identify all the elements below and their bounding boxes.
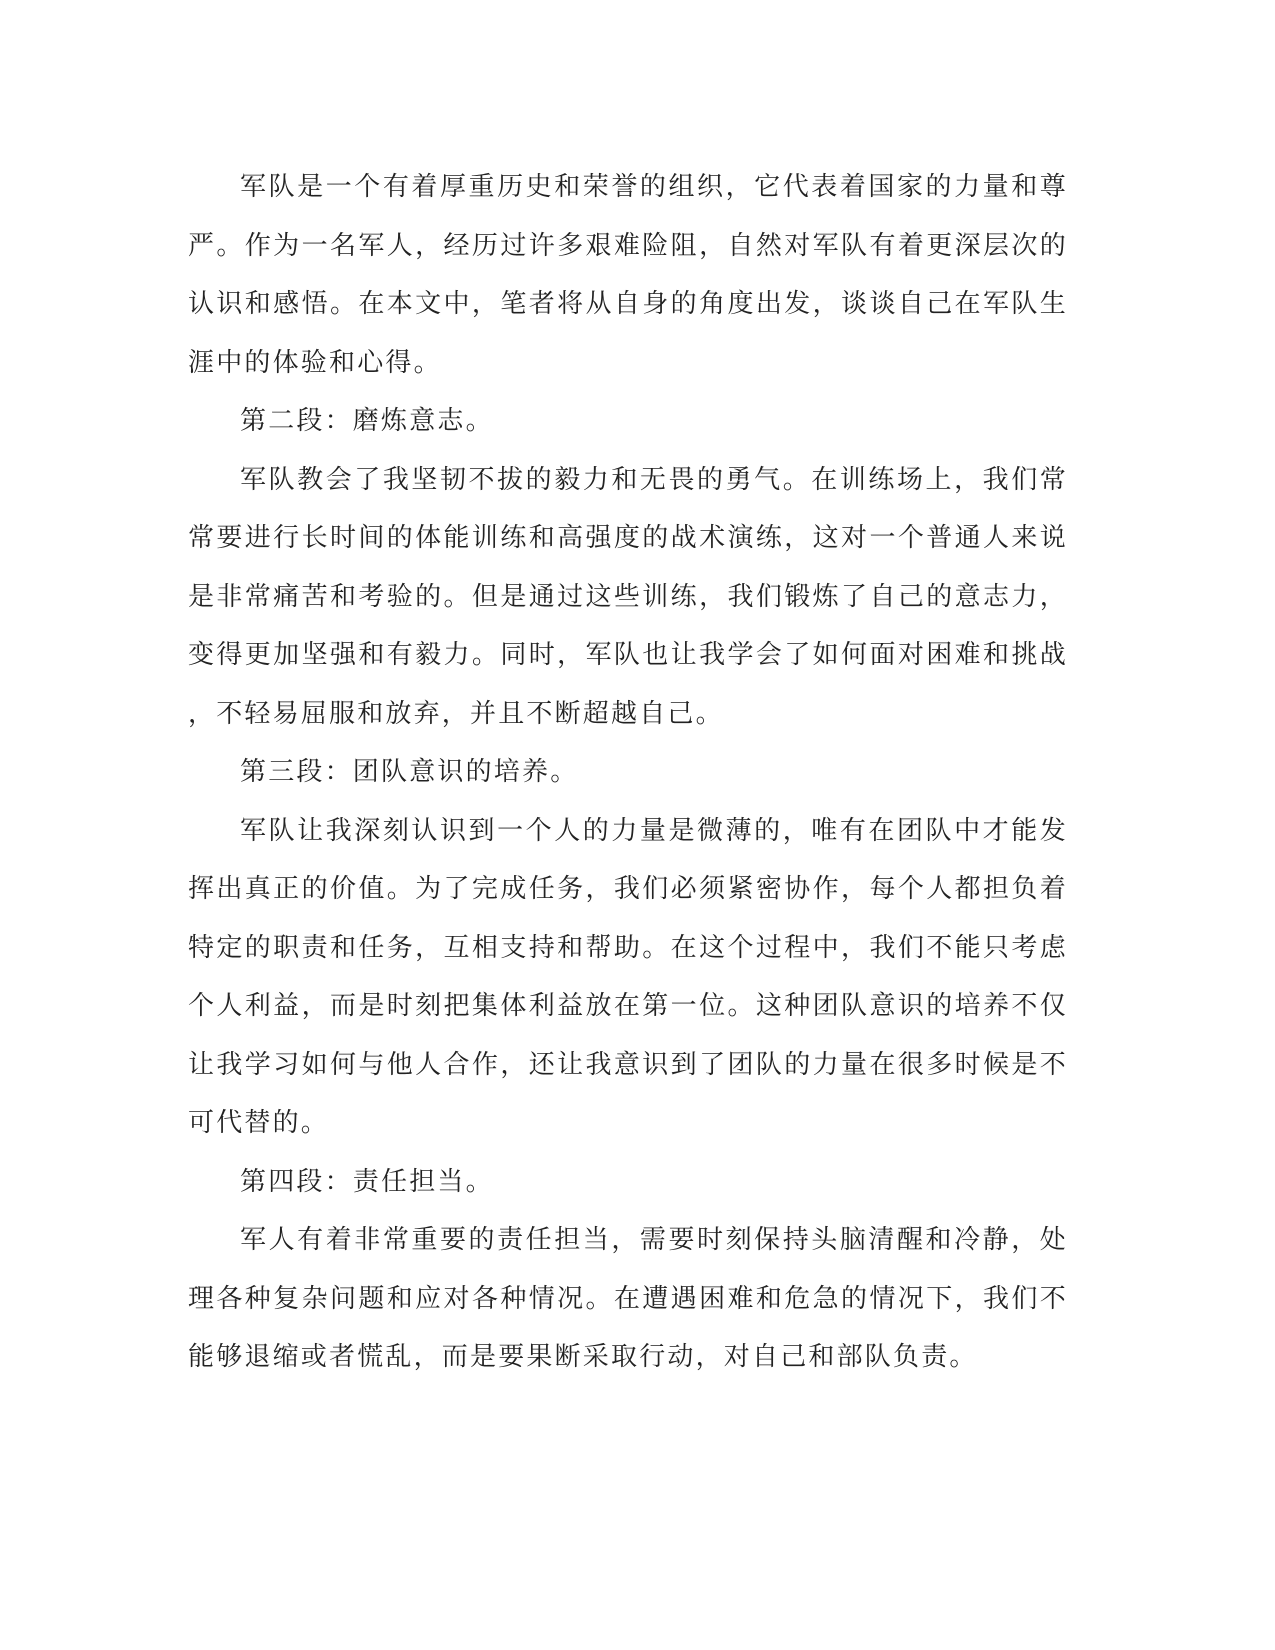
section-3-paragraph: 军队让我深刻认识到一个人的力量是微薄的，唯有在团队中才能发挥出真正的价值。为了完成任务，我们必须紧密协作，每个人都担负着特定的职责和任务，互相支持和帮助。在这个过程中，我们不能只考虑个人利益，而是时刻把集体利益放在第一位。这种团队意识的培养不仅让我学习如何与他人合作，还让我意识到了团队的力量在很多时候是不可代替的。 bbox=[188, 815, 1068, 1138]
section-4-paragraph: 军人有着非常重要的责任担当，需要时刻保持头脑清醒和冷静，处理各种复杂问题和应对各种情况。在遭遇困难和危急的情况下，我们不能够退缩或者慌乱，而是要果断采取行动，对自己和部队负责。 bbox=[188, 1225, 1068, 1372]
section-heading-4: 第四段：责任担当。 bbox=[240, 1166, 494, 1197]
section-heading-2: 第二段：磨炼意志。 bbox=[240, 406, 494, 436]
section-heading-3: 第三段：团队意识的培养。 bbox=[240, 757, 579, 787]
section-2-paragraph: 军队教会了我坚韧不拔的毅力和无畏的勇气。在训练场上，我们常常要进行长时间的体能训练和高强度的战术演练，这对一个普通人来说是非常痛苦和考验的。但是通过这些训练，我们锻炼了自己的意志力，变得更加坚强和有毅力。同时，军队也让我学会了如何面对困难和挑战，不轻易屈服和放弃，并且不断超越自己。 bbox=[188, 464, 1068, 729]
document-body bbox=[188, 158, 1068, 1387]
intro-paragraph: 军队是一个有着厚重历史和荣誉的组织，它代表着国家的力量和尊严。作为一名军人，经历过许多艰难险阻，自然对军队有着更深层次的认识和感悟。在本文中，笔者将从自身的角度出发，谈谈自己在军队生涯中的体验和心得。 bbox=[188, 172, 1068, 378]
